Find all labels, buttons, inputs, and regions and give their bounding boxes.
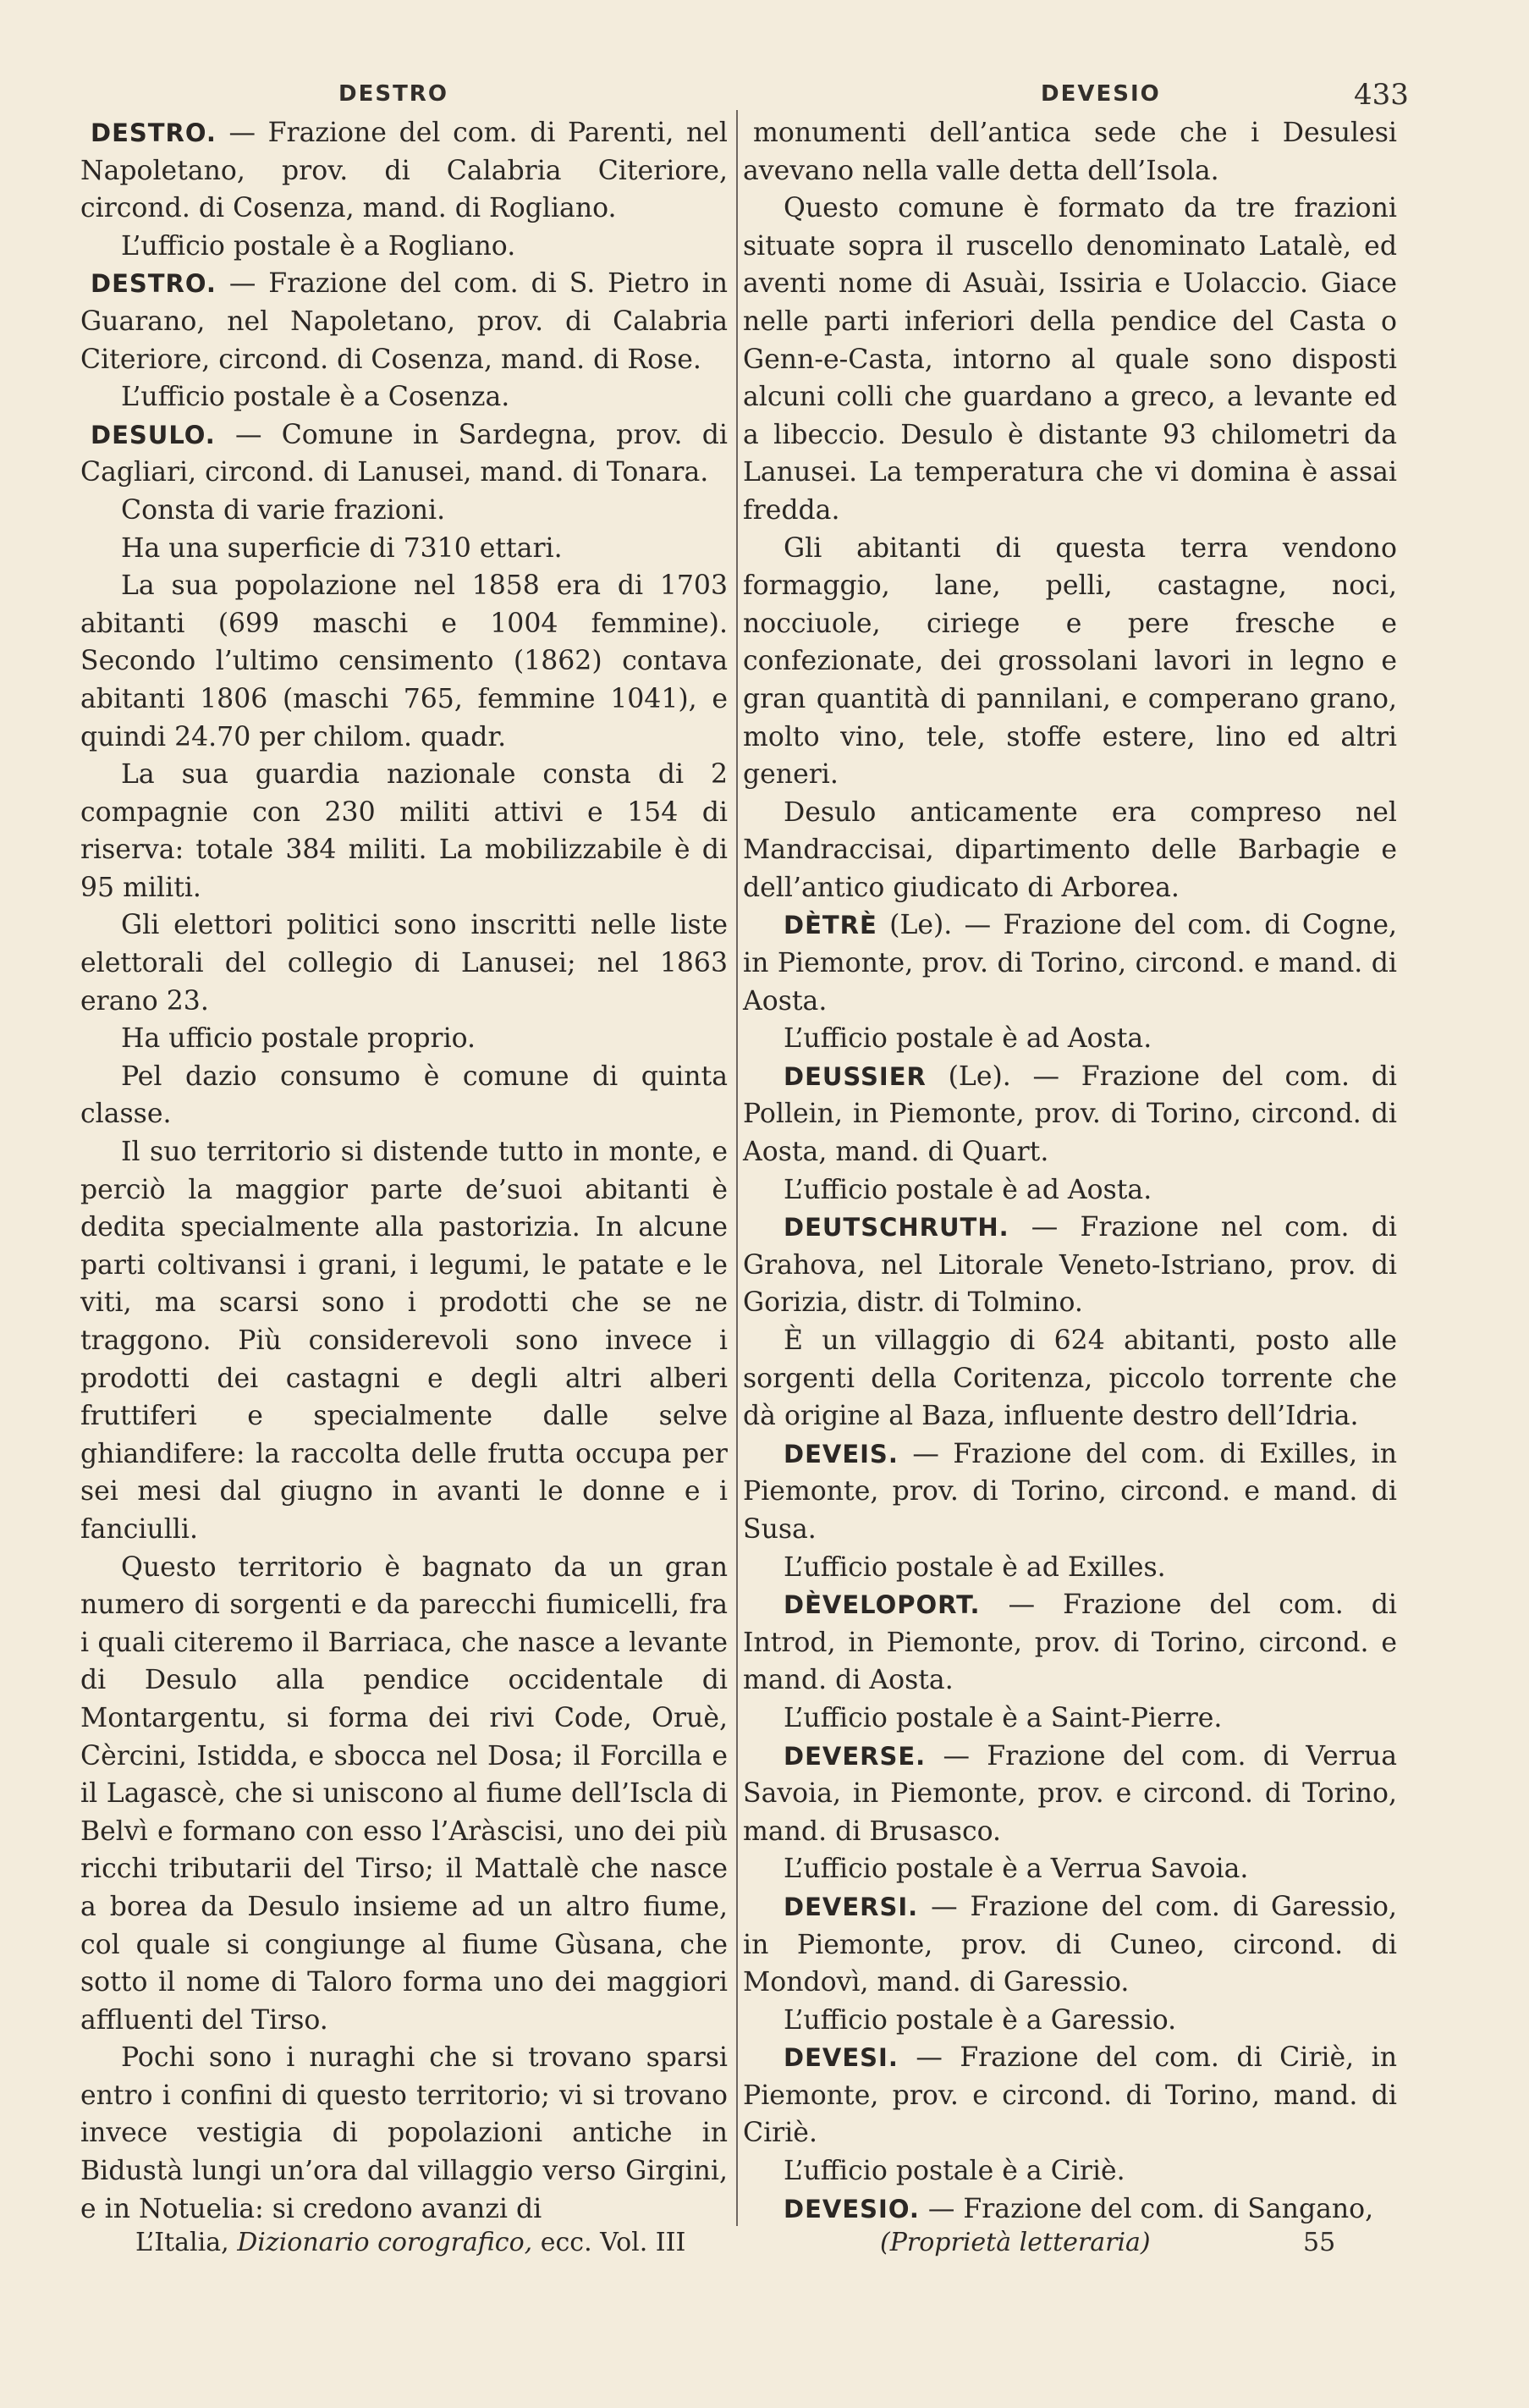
- entry-headword: DEUSSIER: [784, 1061, 927, 1091]
- paragraph: [743, 1549, 1397, 1587]
- paragraph-text: L’ufficio postale è a Garessio.: [784, 2004, 1177, 2036]
- paragraph-text: La sua guardia nazionale consta di 2 compagnie con 230 militi attivi e 154 di riserva: totale 384 militi. La mobilizzabile è di 95 militi.: [80, 759, 728, 903]
- footer-title-prefix: L’Italia,: [135, 2228, 238, 2257]
- paragraph-text: Ha una superficie di 7310 ettari.: [121, 532, 563, 564]
- footer-signature-number: 55: [1303, 2228, 1336, 2257]
- paragraph: [743, 114, 1397, 190]
- paragraph: [80, 378, 728, 416]
- paragraph-text: La sua popolazione nel 1858 era di 1703 abitanti (699 maschi e 1004 femmine). Secondo l’ultimo censimento (1862) contava abitanti 1806 (maschi 765, femmine 1041), e quindi 24.70 per chilom. quadr.: [80, 570, 728, 752]
- paragraph: [743, 1888, 1397, 2002]
- paragraph-text: L’ufficio postale è ad Exilles.: [784, 1551, 1166, 1583]
- paragraph: [743, 190, 1397, 529]
- paragraph: [743, 2190, 1397, 2229]
- paragraph: [743, 2002, 1397, 2040]
- paragraph-text: (Le). — Frazione del com. di Cogne, in Piemonte, prov. di Torino, circond. e mand. di Aosta.: [743, 910, 1397, 1017]
- footer-title-suffix: ecc. Vol. III: [532, 2228, 686, 2257]
- paragraph-text: L’ufficio postale è ad Aosta.: [784, 1174, 1152, 1205]
- paragraph: [80, 228, 728, 266]
- paragraph-text: Ha ufficio postale proprio.: [121, 1023, 476, 1055]
- entry-headword: DEVERSE.: [784, 1741, 927, 1771]
- paragraph: [743, 1738, 1397, 1851]
- paragraph: [80, 906, 728, 1020]
- paragraph: [743, 794, 1397, 907]
- paragraph: [80, 1020, 728, 1058]
- entry-headword: DEVESIO.: [784, 2194, 920, 2223]
- paragraph: [80, 114, 728, 228]
- paragraph-text: monumenti dell’antica sede che i Desulesi avevano nella valle detta dell’Isola.: [743, 118, 1397, 186]
- paragraph-text: Desulo anticamente era compreso nel Mandraccisai, dipartimento delle Barbagie e dell’antico giudicato di Arborea.: [743, 796, 1397, 903]
- paragraph-text: — Frazione del com. di S. Pietro in Guarano, nel Napoletano, prov. di Calabria Citeriore, circond. di Cosenza, mand. di Rose.: [80, 268, 728, 375]
- entry-headword: DEVERSI.: [784, 1892, 919, 1921]
- paragraph-text: — Frazione del com. di Ciriè, in Piemonte, prov. e circond. di Torino, mand. di Ciriè.: [743, 2042, 1397, 2149]
- entry-headword: DESTRO.: [91, 118, 217, 147]
- paragraph-text: — Frazione nel com. di Grahova, nel Litorale Veneto-Istriano, prov. di Gorizia, distr. di Tolmino.: [743, 1212, 1397, 1319]
- footer-title: [135, 2228, 685, 2257]
- paragraph: [743, 1322, 1397, 1435]
- entry-headword: DESULO.: [91, 420, 216, 449]
- paragraph-text: — Frazione del com. di Sangano,: [919, 2193, 1374, 2224]
- footer-title-italic: Dizionario corografico,: [237, 2228, 533, 2257]
- running-head-right: DEVESIO: [1041, 81, 1161, 107]
- paragraph-text: Questo comune è formato da tre frazioni situate sopra il ruscello denominato Latalè, ed aventi nome di Asuài, Issiria e Uolaccio. Giace nelle parti inferiori della pendice del Casta o Genn-e-Casta, intorno al quale sono disposti alcuni colli che guardano a greco, a levante ed a libeccio. Desulo è distante 93 chilometri da Lanusei. La temperatura che vi domina è assai fredda.: [743, 193, 1397, 526]
- right-column: [743, 114, 1397, 2228]
- paragraph: [80, 265, 728, 378]
- paragraph: [80, 416, 728, 492]
- paragraph-text: — Frazione del com. di Introd, in Piemonte, prov. di Torino, circond. e mand. di Aosta.: [743, 1590, 1397, 1696]
- paragraph: [743, 2039, 1397, 2152]
- paragraph: [743, 1058, 1397, 1171]
- paragraph-text: Consta di varie frazioni.: [121, 494, 446, 526]
- paragraph-text: L’ufficio postale è a Ciriè.: [784, 2156, 1125, 2187]
- paragraph: [743, 1700, 1397, 1738]
- paragraph: [743, 1020, 1397, 1058]
- paragraph: [743, 1435, 1397, 1549]
- paragraph: [80, 1549, 728, 2040]
- paragraph: [80, 1058, 728, 1133]
- paragraph-text: — Frazione del com. di Parenti, nel Napoletano, prov. di Calabria Citeriore, circond. di Cosenza, mand. di Rogliano.: [80, 118, 728, 224]
- paragraph-text: L’ufficio postale è a Saint-Pierre.: [784, 1702, 1223, 1733]
- paragraph: [743, 1850, 1397, 1888]
- paragraph: [80, 492, 728, 530]
- paragraph-text: Gli elettori politici sono inscritti nelle liste elettorali del collegio di Lanusei; nel 1863 erano 23.: [80, 910, 728, 1017]
- paragraph-text: L’ufficio postale è ad Aosta.: [784, 1023, 1152, 1055]
- paragraph-text: — Frazione del com. di Garessio, in Piemonte, prov. di Cuneo, circond. di Mondovì, mand. di Garessio.: [743, 1891, 1397, 1998]
- paragraph-text: È un villaggio di 624 abitanti, posto alle sorgenti della Coritenza, piccolo torrente che dà origine al Baza, influente destro dell’Idria.: [743, 1325, 1397, 1432]
- paragraph-text: — Frazione del com. di Exilles, in Piemonte, prov. di Torino, circond. e mand. di Susa.: [743, 1438, 1397, 1545]
- paragraph-text: L’ufficio postale è a Rogliano.: [121, 230, 516, 262]
- paragraph-text: (Le). — Frazione del com. di Pollein, in Piemonte, prov. di Torino, circond. di Aosta, mand. di Quart.: [743, 1061, 1397, 1168]
- paragraph: [743, 2152, 1397, 2190]
- paragraph-text: Questo territorio è bagnato da un gran numero di sorgenti e da parecchi fiumicelli, fra i quali citeremo il Barriaca, che nasce a levante di Desulo alla pendice occidentale di Montargentu, si forma dei rivi Code, Oruè, Cèrcini, Istidda, e sbocca nel Dosa; il Forcilla e il Lagascè, che si uniscono al fiume dell’Iscla di Belvì e formano con esso l’Aràscisi, uno dei più ricchi tributarii del Tirso; il Mattalè che nasce a borea da Desulo insieme ad un altro fiume, col quale si congiunge al fiume Gùsana, che sotto il nome di Taloro forma uno dei maggiori affluenti del Tirso.: [80, 1551, 728, 2036]
- paragraph: [743, 1586, 1397, 1700]
- entry-headword: DEUTSCHRUTH.: [784, 1213, 1009, 1243]
- paragraph: [80, 567, 728, 756]
- paragraph: [743, 1171, 1397, 1210]
- paragraph: [80, 530, 728, 568]
- paragraph: [80, 756, 728, 906]
- paragraph-text: L’ufficio postale è a Cosenza.: [121, 382, 510, 413]
- entry-headword: DESTRO.: [91, 269, 217, 299]
- paragraph: [80, 1133, 728, 1549]
- entry-headword: DÈTRÈ: [784, 911, 877, 940]
- paragraph-text: Pochi sono i nuraghi che si trovano sparsi entro i confini di questo territorio; vi si trovano invece vestigia di popolazioni antiche in Bidustà lungi un’ora dal villaggio verso Girgini, e in Notuelia: si credono avanzi di: [80, 2042, 728, 2224]
- left-column: [80, 114, 728, 2228]
- entry-headword: DEVESI.: [784, 2043, 899, 2073]
- paragraph-text: — Frazione del com. di Verrua Savoia, in Piemonte, prov. e circond. di Torino, mand. di Brusasco.: [743, 1740, 1397, 1847]
- paragraph: [743, 906, 1397, 1020]
- footer-copyright: (Proprietà letteraria): [880, 2228, 1151, 2257]
- paragraph-text: Gli abitanti di questa terra vendono formaggio, lane, pelli, castagne, noci, nocciuole, ciriege e pere fresche e confezionate, dei grossolani lavori in legno e gran quantità di pannilani, e comperano grano, molto vino, tele, stoffe estere, lino ed altri generi.: [743, 532, 1397, 791]
- paragraph-text: Pel dazio consumo è comune di quinta classe.: [80, 1061, 728, 1130]
- column-divider: [736, 110, 738, 2226]
- paragraph: [80, 2039, 728, 2228]
- paragraph: [743, 530, 1397, 794]
- paragraph-text: — Comune in Sardegna, prov. di Cagliari, circond. di Lanusei, mand. di Tonara.: [80, 419, 728, 488]
- paragraph: [743, 1209, 1397, 1322]
- entry-headword: DEVEIS.: [784, 1439, 899, 1468]
- running-head-left: DESTRO: [338, 81, 448, 107]
- page-number: 433: [1354, 78, 1409, 112]
- paragraph-text: L’ufficio postale è a Verrua Savoia.: [784, 1854, 1249, 1885]
- entry-headword: DÈVELOPORT.: [784, 1590, 981, 1620]
- paragraph-text: Il suo territorio si distende tutto in monte, e perciò la maggior parte de’suoi abitanti è dedita specialmente alla pastorizia. In alcune parti coltivansi i grani, i legumi, le patate e le viti, ma scarsi sono i prodotti che se ne traggono. Più considerevoli sono invece i prodotti dei castagni e degli altri alberi fruttiferi e specialmente dalle selve ghiandifere: la raccolta delle frutta occupa per sei mesi dal giugno in avanti le donne e i fanciulli.: [80, 1137, 728, 1545]
